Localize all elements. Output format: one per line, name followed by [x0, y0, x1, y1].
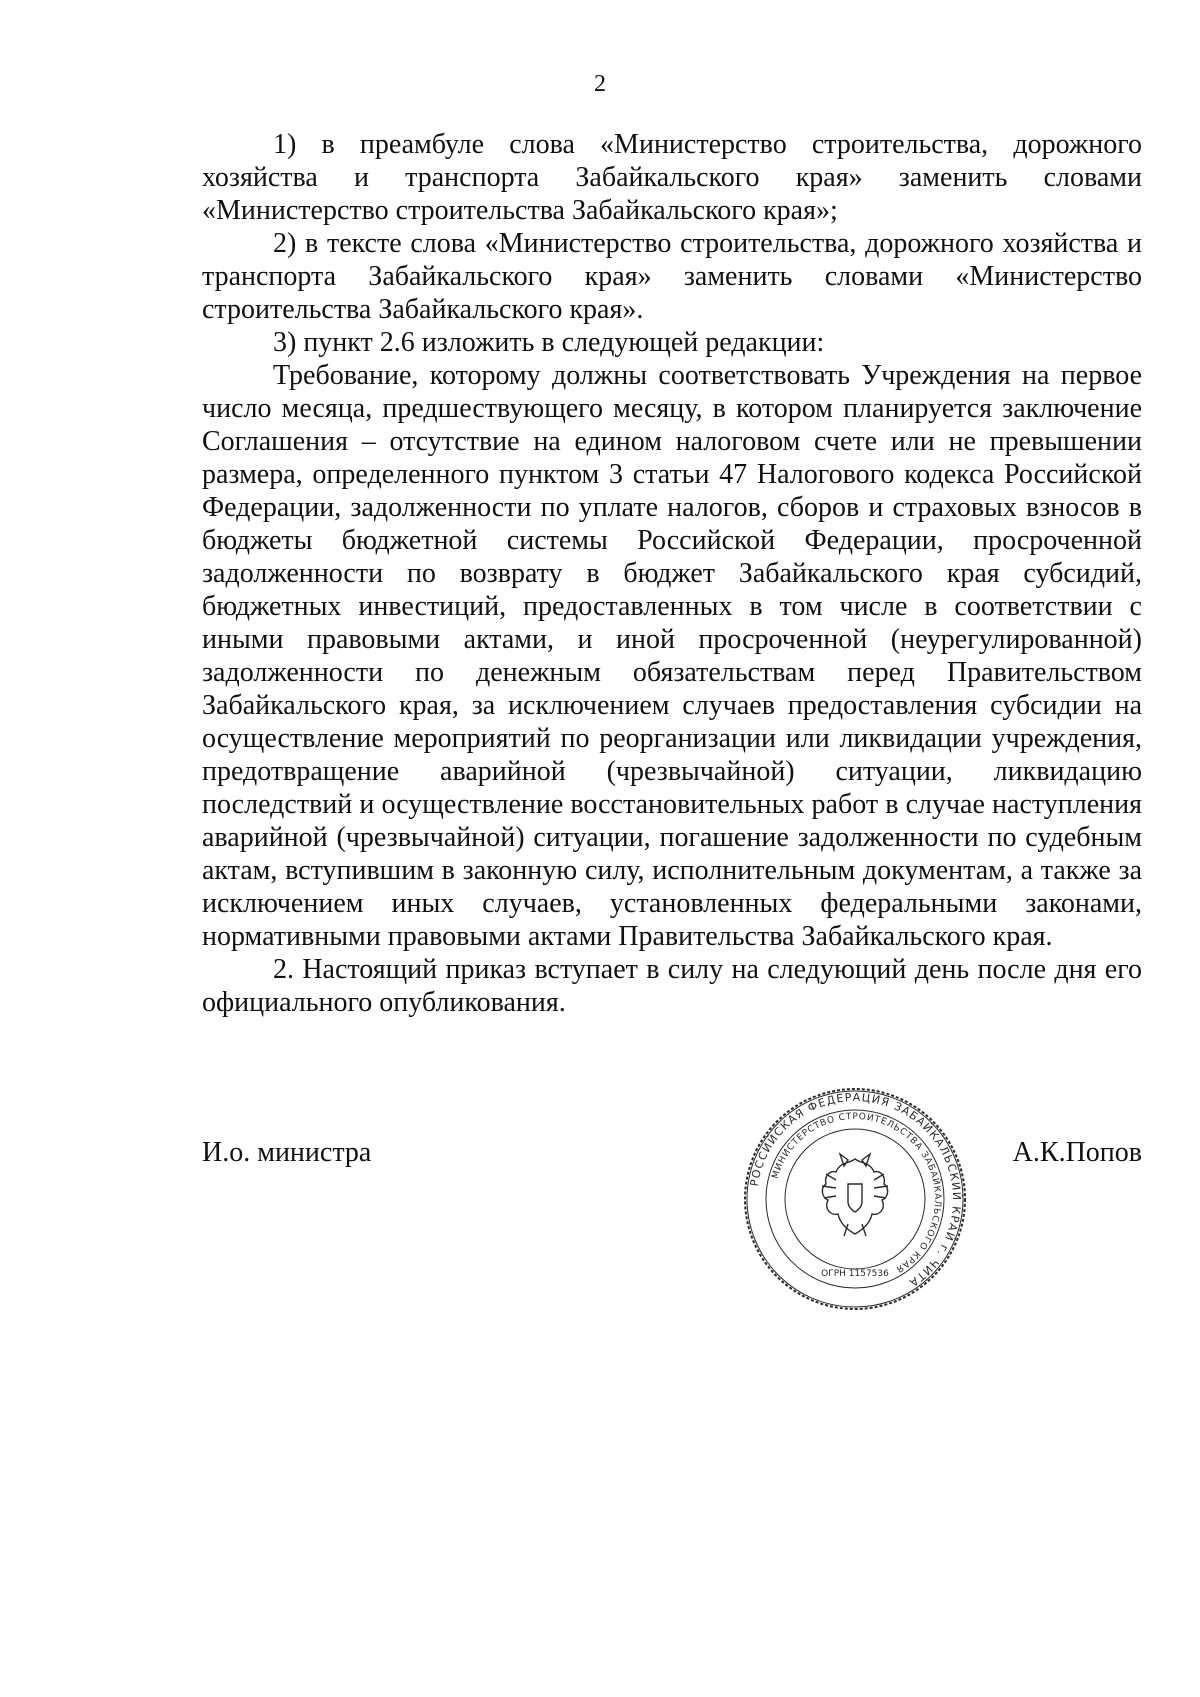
page-number: 2 — [594, 71, 606, 97]
paragraph-text-amendment: 2) в тексте слова «Министерство строительства, дорожного хозяйства и транспорта Забайкальского края» заменить словами «Министерство строительства Забайкальского края». — [202, 228, 1142, 325]
coat-of-arms-icon — [822, 1154, 888, 1236]
svg-text:МИНИСТЕРСТВО СТРОИТЕЛЬСТВА ЗАБ — [771, 1112, 943, 1274]
official-seal — [740, 1084, 970, 1314]
document-body — [202, 128, 1142, 1019]
paragraph-effective-date: 2. Настоящий приказ вступает в силу на следующий день после дня его официального опубликования. — [202, 954, 1142, 1018]
paragraph-preamble-amendment: 1) в преамбуле слова «Министерство строительства, дорожного хозяйства и транспорта Забайкальского края» заменить словами «Министерство строительства Забайкальского края»; — [202, 129, 1142, 226]
paragraph-clause-2-6: 3) пункт 2.6 изложить в следующей редакции: — [273, 327, 825, 358]
paragraph-requirement: Требование, которому должны соответствовать Учреждения на первое число месяца, предшествующего месяцу, в котором планируется заключение Соглашения – отсутствие на едином налоговом счете или не превышении размера, определенного пунктом 3 статьи 47 Налогового кодекса Российской Федерации, задолженности по уплате налогов, сборов и страховых взносов в бюджеты бюджетной системы Российской Федерации, просроченной задолженности по возврату в бюджет Забайкальского края субсидий, бюджетных инвестиций, предоставленных в том числе в соответствии с иными правовыми актами, и иной просроченной (неурегулированной) задолженности по денежным обязательствам перед Правительством Забайкальского края, за исключением случаев предоставления субсидии на осуществление мероприятий по реорганизации или ликвидации учреждения, предотвращение аварийной (чрезвычайной) ситуации, ликвидацию последствий и осуществление восстановительных работ в случае наступления аварийной (чрезвычайной) ситуации, погашение задолженности по судебным актам, вступившим в законную силу, исполнительным документам, а также за исключением иных случаев, установленных федеральными законами, нормативными правовыми актами Правительства Забайкальского края. — [202, 360, 1142, 952]
seal-ogrn: ОГРН 1157536 — [821, 1269, 889, 1279]
signature-name: А.К.Попов — [1012, 1137, 1142, 1168]
seal-inner-ring-text: МИНИСТЕРСТВО СТРОИТЕЛЬСТВА ЗАБАЙКАЛЬСКОГО КРАЯ — [770, 1111, 943, 1275]
signature-role: И.о. министра — [202, 1137, 372, 1168]
seal-outer-ring-text: РОССИЙСКАЯ ФЕДЕРАЦИЯ ЗАБАЙКАЛЬСКИЙ КРАЙ г. ЧИТА — [747, 1090, 964, 1290]
